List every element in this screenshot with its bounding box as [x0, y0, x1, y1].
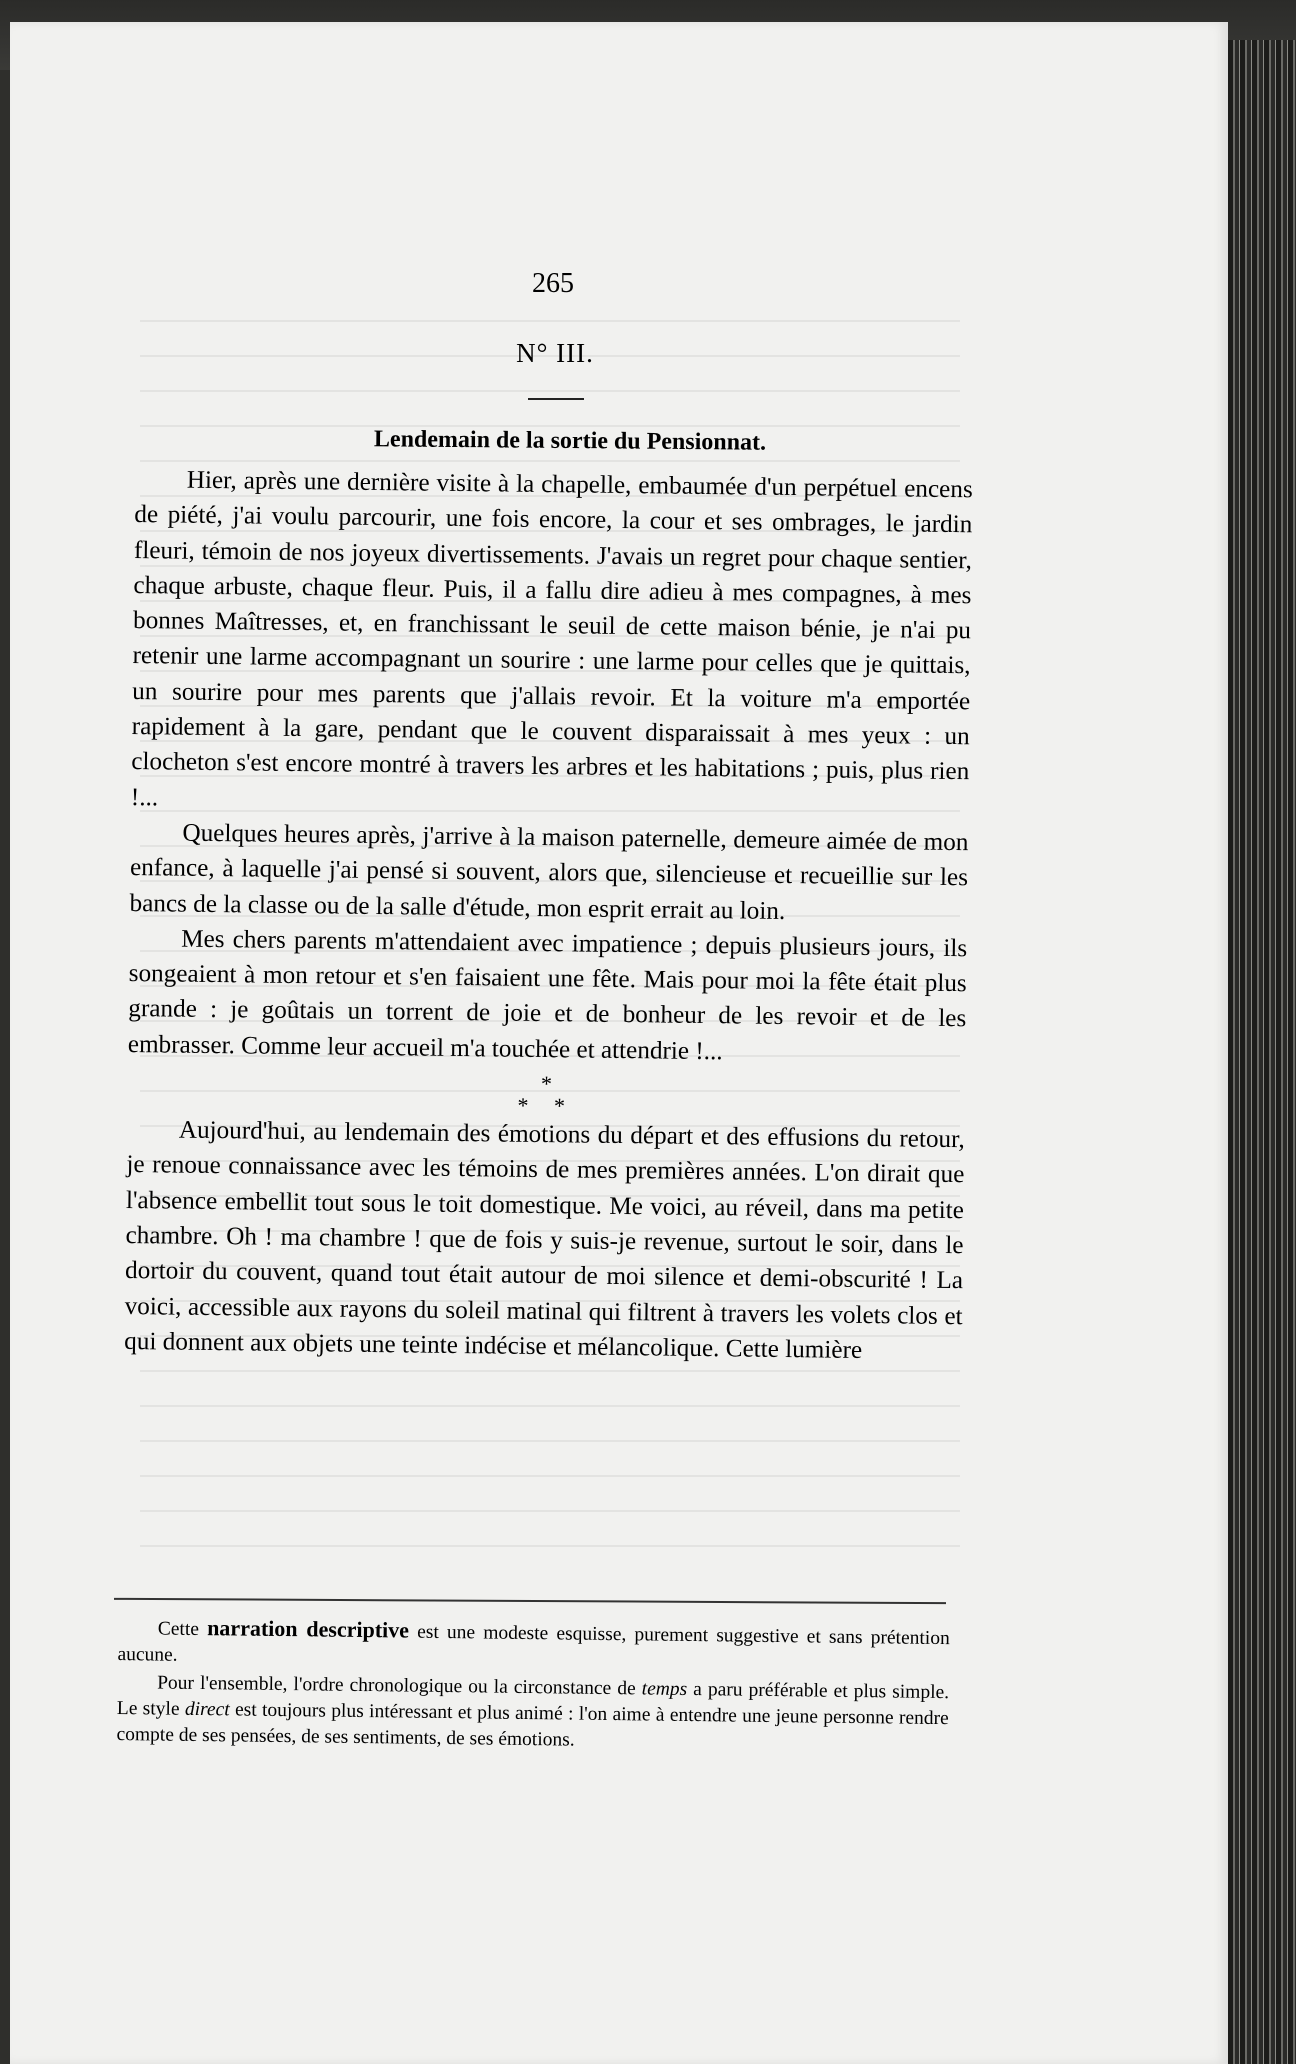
paragraph-3: Mes chers parents m'attendaient avec impatience ; depuis plusieurs jours, ils songeaient à mon retour et s'en faisaient une fête. Mais pour moi la fête était plus grande : je goûtais un torrent de joie et de bonheur de les revoir et de les embrasser. Comme leur accueil m'a touchée et attendrie !...	[127, 925, 968, 1065]
footnote-2-pre: Pour l'ensemble, l'ordre chronologique ou la circonstance de	[157, 1672, 642, 1700]
asterism-bottom: * *	[517, 1092, 576, 1119]
title-rule	[528, 398, 584, 400]
chapter-number: N° III.	[516, 338, 594, 368]
paragraph-1: Hier, après une dernière visite à la chapelle, embaumée d'un perpétuel encens de piété, j'ai voulu parcourir, une fois encore, la cour et ses ombrages, le jardin fleuri, témoin de nos joyeux divertissements. J'avais un regret pour chaque sentier, chaque arbuste, chaque fleur. Puis, il a fallu dire adieu à mes compagnes, à mes bonnes Maîtresses, et, en franchissant le seuil de cette maison bénie, je n'ai pu retenir une larme accompagnant un sourire : une larme pour celles que je quittais, un sourire pour mes parents que j'allais revoir. Et la voiture m'a emportée rapidement à la gare, pendant que le couvent disparaissait à mes yeux : un clocheton s'est encore montré à travers les arbres et les habitations ; puis, plus rien !...	[130, 466, 973, 811]
footnote-2-post: est toujours plus intéressant et plus animé : l'on aime à entendre une jeune personne rendre compte de ses pensées, de ses sentiments, de ses émotions.	[116, 1699, 949, 1751]
footnote-1-post: est une modeste esquisse, purement suggestive et sans prétention aucune.	[117, 1621, 950, 1666]
paragraph-2: Quelques heures après, j'arrive à la maison paternelle, demeure aimée de mon enfance, à laquelle j'ai pensé si souvent, alors que, silencieuse et recueillie sur les bancs de la classe ou de la salle d'étude, mon esprit errait au loin.	[129, 819, 969, 925]
footnote-2-italic-1: temps	[641, 1678, 688, 1700]
article-title: Lendemain de la sortie du Pensionnat.	[373, 426, 767, 456]
body-text	[124, 462, 973, 1369]
footnote-2-italic-2: direct	[184, 1698, 230, 1721]
footnotes	[116, 1614, 950, 1760]
footnote-1	[117, 1614, 950, 1678]
paragraph-4: Aujourd'hui, au lendemain des émotions du départ et des effusions du retour, je renoue connaissance avec les témoins de mes premières années. L'on dirait que l'absence embellit tout sous le toit domestique. Me voici, au réveil, dans ma petite chambre. Oh ! ma chambre ! que de fois y suis-je revenue, surtout le soir, dans le dortoir du couvent, quand tout était autour de moi silence et demi-obscurité ! La voici, accessible aux rayons du soleil matinal qui filtrent à travers les volets clos et qui donnent aux objets une teinte indécise et mélancolique. Cette lumière	[124, 1116, 965, 1364]
footnote-2	[116, 1670, 949, 1758]
footnote-2-mid: a paru préférable et plus simple. Le style	[116, 1678, 950, 1720]
footnote-1-pre: Cette	[157, 1618, 208, 1641]
asterism-top: *	[540, 1071, 553, 1097]
page-number: 265	[532, 268, 574, 299]
footnote-1-bold: narration descriptive	[207, 1615, 410, 1643]
book-page-edges	[1228, 40, 1296, 2064]
